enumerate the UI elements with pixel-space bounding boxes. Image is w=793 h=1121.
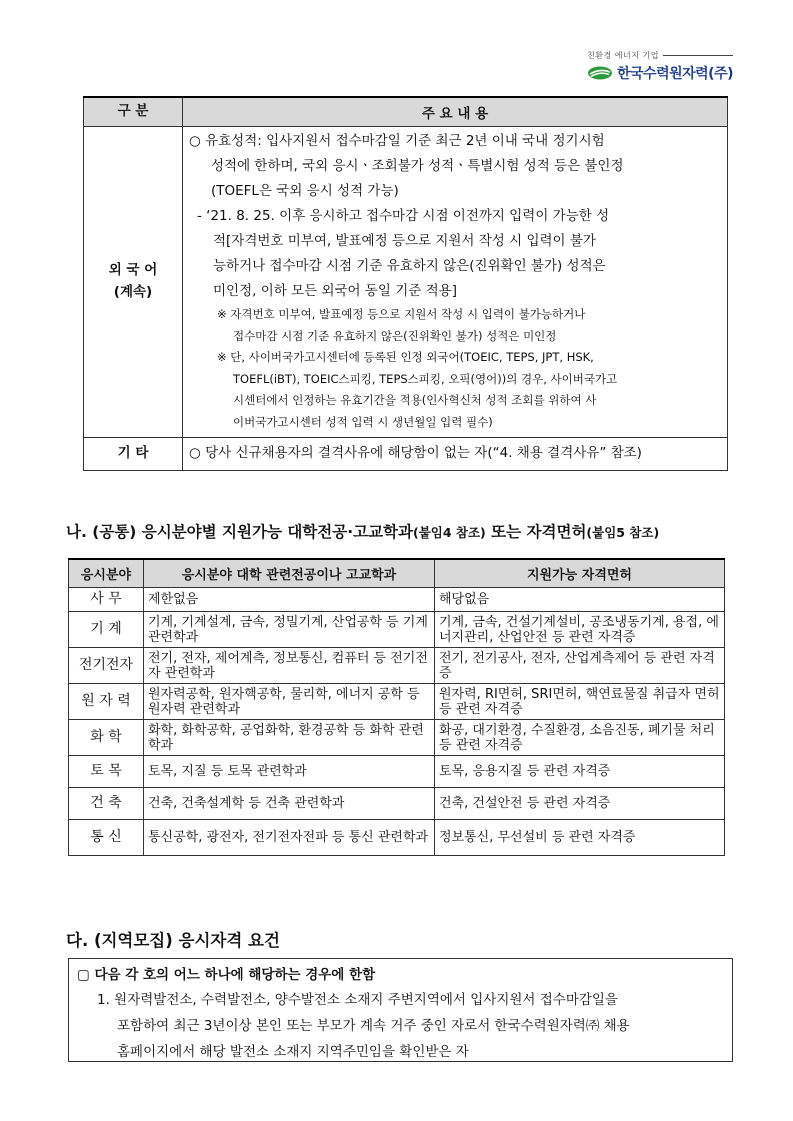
table-header-major: 응시분야 대학 관련전공이나 고교학과 [144, 559, 435, 588]
table-row: 화 학 화학, 화학공학, 공업화학, 환경공학 등 화학 관련학과 화공, 대기환경, 수질환경, 소음진동, 폐기물 처리 등 관련 자격증 [69, 720, 725, 756]
requirement-heading: ▢ 다음 각 호의 어느 하나에 해당하는 경우에 한함 [77, 967, 376, 983]
table-row: 토 목 토목, 지질 등 토목 관련학과 토목, 응용지질 등 관련 자격증 [69, 756, 725, 788]
requirement-item-1: 1. 원자력발전소, 수력발전소, 양수발전소 소재지 주변지역에서 입사지원서 접수마감일을 [97, 992, 618, 1008]
input-deadline-rule: - ‘21. 8. 25. 이후 응시하고 접수마감 시점 이전까지 입력이 가능한 성 [197, 208, 610, 224]
section-title-common: 나. (공통) 응시분야별 지원가능 대학전공·고교학과(붙임4 참조) 또는 자격면허(붙임5 참조) [66, 523, 660, 541]
note-1: ※ 자격번호 미부여, 발표예정 등으로 지원서 작성 시 입력이 불가능하거나 [217, 307, 586, 321]
section-title-regional: 다. (지역모집) 응시자격 요건 [66, 931, 280, 950]
row-label-foreign-language: 외 국 어 (계속) [84, 127, 183, 438]
qualification-table [83, 96, 728, 471]
major-license-table [68, 558, 725, 856]
row-content-foreign-language: ○ 유효성적: 입사지원서 접수마감일 기준 최근 2년 이내 국내 정기시험 성적에 한하며, 국외 응시ㆍ조회불가 성적ㆍ특별시험 성적 등은 불인정 (TOEFL은 국외 응시 성적 가능) - ‘21. 8. 25. 이후 응시하고 접수마감 시점 이전까지 입력이 가능한 성 적[자격번호 미부여, 발표예정 등으로 지원서 작성 시 입력이 불가 능하거나 접수마감 시점 기준 유효하지 않은(진위확인 불가) 성적은 미인정, 이하 모든 외국어 동일 기준 적용] ※ 자격번호 미부여, 발표예정 등으로 지원서 작성 시 입력이 불가능하거나 접수마감 시점 기준 유효하지 않은(진위확인 불가) 성적은 미인정 ※ 단, 사이버국가고시센터에 등록된 인정 외국어(TOEIC, TEPS, JPT, HSK, TOEFL(iBT), TOEIC스피킹, TEPS스피킹, 오픽(영어))의 경우, 사이버국가고 시센터에서 인정하는 유효기간을 적용(인사혁신처 성적 조회를 위하여 사 이버국가고시센터 성적 입력 시 생년월일 입력 필수) [183, 127, 728, 438]
table-row: 건 축 건축, 건축설계학 등 건축 관련학과 건축, 건설안전 등 관련 자격증 [69, 788, 725, 820]
table-row-etc [84, 438, 728, 471]
table-header-content: 주 요 내 용 [183, 97, 728, 127]
valid-score-rule: ○ 유효성적: 입사지원서 접수마감일 기준 최근 2년 이내 국내 정기시험 [189, 133, 605, 149]
logo-tagline: 친환경 에너지 기업 [587, 50, 733, 61]
regional-requirement-box: ▢ 다음 각 호의 어느 하나에 해당하는 경우에 한함 1. 원자력발전소, 수력발전소, 양수발전소 소재지 주변지역에서 입사지원서 접수마감일을 포함하여 최근 3년이상 본인 또는 부모가 계속 거주 중인 자로서 한국수력원자력㈜ 채용 홈페이지에서 해당 발전소 소재지 지역주민임을 확인받은 자 [68, 958, 733, 1062]
company-logo [587, 50, 733, 83]
logo-company-name: 한국수력원자력(주) [617, 66, 733, 82]
table-row-foreign-language [84, 127, 728, 438]
table-row: 기 계 기계, 기계설계, 금속, 정밀기계, 산업공학 등 기계 관련학과 기계, 금속, 건설기계설비, 공조냉동기계, 용접, 에너지관리, 산업안전 등 관련 자격증 [69, 612, 725, 648]
table-row: 전기전자 전기, 전자, 제어계측, 정보통신, 컴퓨터 등 전기전자 관련학과 전기, 전기공사, 전자, 산업계측제어 등 관련 자격증 [69, 648, 725, 684]
table-row: 원 자 력 원자력공학, 원자핵공학, 물리학, 에너지 공학 등 원자력 관련학과 원자력, RI면허, SRI면허, 핵연료물질 취급자 면허 등 관련 자격증 [69, 684, 725, 720]
note-2: ※ 단, 사이버국가고시센터에 등록된 인정 외국어(TOEIC, TEPS, JPT, HSK, [217, 350, 594, 364]
row-label-etc: 기 타 [84, 438, 183, 471]
khnp-logo-icon [587, 66, 613, 80]
table-header-field: 응시분야 [69, 559, 144, 588]
table-row: 사 무 제한없음 해당없음 [69, 588, 725, 612]
table-header-license: 지원가능 자격면허 [435, 559, 725, 588]
row-content-etc: ○ 당사 신규채용자의 결격사유에 해당함이 없는 자(“4. 채용 결격사유” 참조) [183, 438, 728, 471]
table-row: 통 신 통신공학, 광전자, 전기전자전파 등 통신 관련학과 정보통신, 무선설비 등 관련 자격증 [69, 820, 725, 856]
table-header-category: 구 분 [84, 97, 183, 127]
